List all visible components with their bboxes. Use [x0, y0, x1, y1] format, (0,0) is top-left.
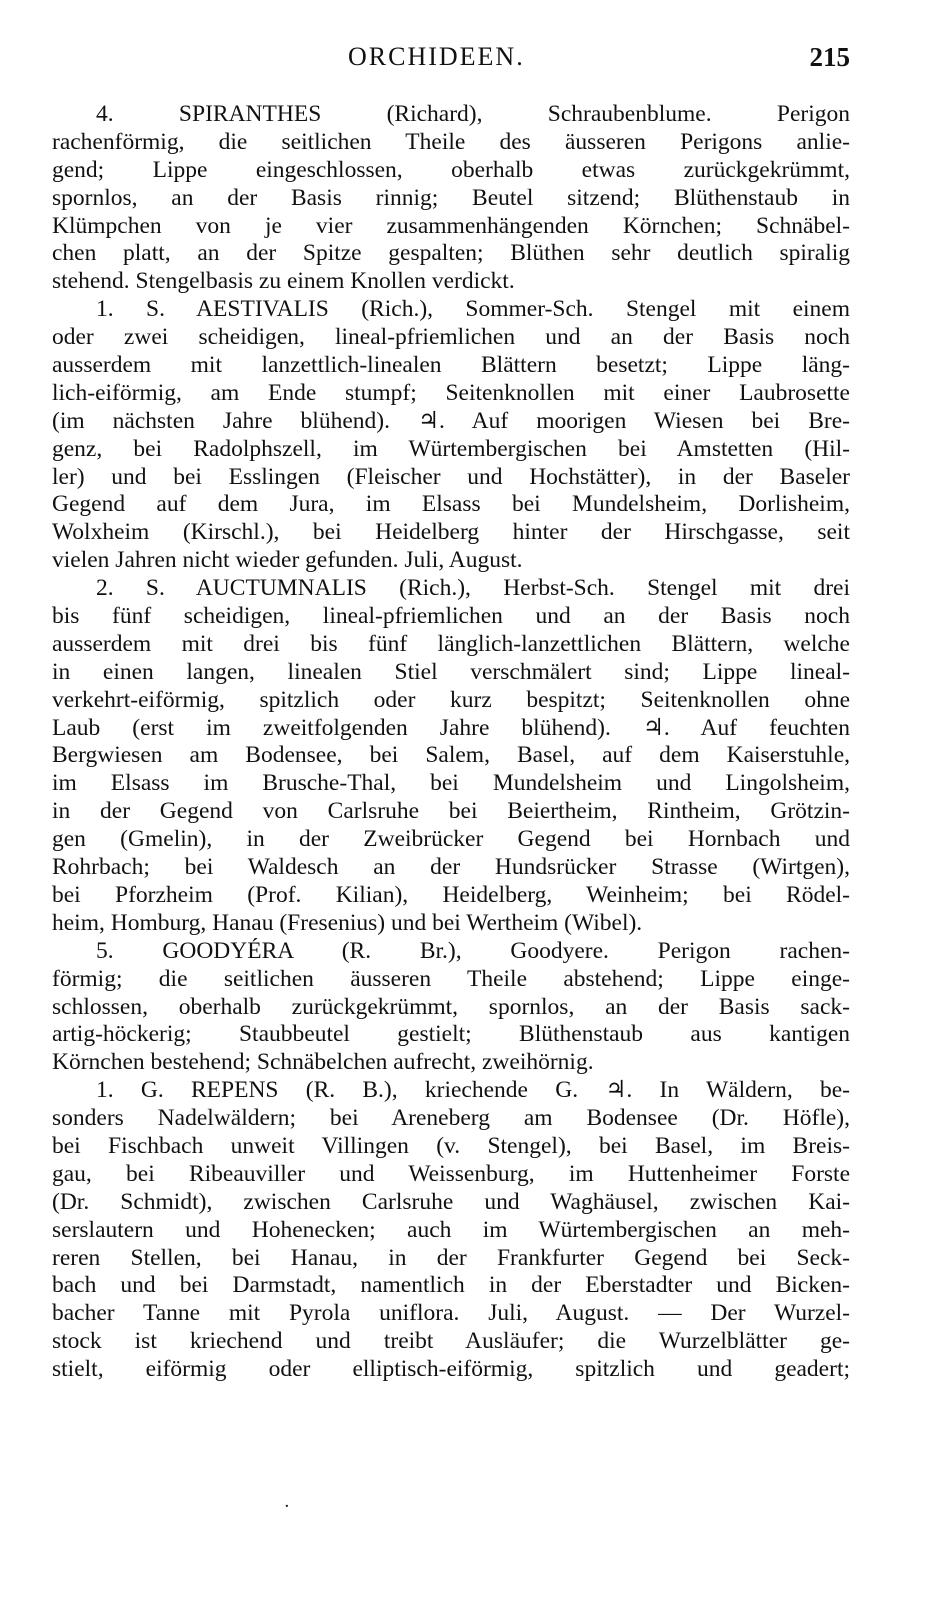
text-line: stock ist kriechend und treibt Ausläufer; die Wurzelblätter ge- — [52, 1328, 850, 1355]
text-line: bacher Tanne mit Pyrola uniflora. Juli, August. — Der Wurzel- — [52, 1300, 850, 1327]
text-line: in einen langen, linealen Stiel verschmälert sind; Lippe lineal- — [52, 658, 850, 685]
text-line: stehend. Stengelbasis zu einem Knollen verdickt. — [52, 268, 515, 295]
text-line: bis fünf scheidigen, lineal-pfriemlichen und an der Basis noch — [52, 603, 850, 630]
text-line: im Elsass im Brusche-Thal, bei Mundelsheim und Lingolsheim, — [52, 770, 850, 797]
text-line: 2. S. AUCTUMNALIS (Rich.), Herbst-Sch. Stengel mit drei — [96, 575, 850, 602]
text-line: artig-höckerig; Staubbeutel gestielt; Blüthenstaub aus kantigen — [52, 1021, 850, 1048]
text-line: Wolxheim (Kirschl.), bei Heidelberg hinter der Hirschgasse, seit — [52, 519, 850, 546]
text-line: heim, Homburg, Hanau (Fresenius) und bei Wertheim (Wibel). — [52, 909, 643, 936]
text-line: spornlos, an der Basis rinnig; Beutel sitzend; Blüthenstaub in — [52, 184, 850, 211]
text-line: bach und bei Darmstadt, namentlich in der Eberstadter und Bicken- — [52, 1272, 850, 1299]
text-line: reren Stellen, bei Hanau, in der Frankfurter Gegend bei Seck- — [52, 1244, 850, 1271]
text-line: 1. S. AESTIVALIS (Rich.), Sommer-Sch. Stengel mit einem — [96, 296, 850, 323]
text-line: gen (Gmelin), in der Zweibrücker Gegend bei Hornbach und — [52, 826, 850, 853]
text-line: 1. G. REPENS (R. B.), kriechende G. ♃. In Wäldern, be- — [96, 1077, 850, 1104]
text-line: in der Gegend von Carlsruhe bei Beiertheim, Rintheim, Grötzin- — [52, 798, 850, 825]
text-line: Körnchen bestehend; Schnäbelchen aufrecht, zweihörnig. — [52, 1049, 594, 1076]
text-line: oder zwei scheidigen, lineal-pfriemlichen und an der Basis noch — [52, 324, 850, 351]
text-line: stielt, eiförmig oder elliptisch-eiförmig, spitzlich und geadert; — [52, 1356, 850, 1383]
text-line: (Dr. Schmidt), zwischen Carlsruhe und Waghäusel, zwischen Kai- — [52, 1188, 850, 1215]
body-text — [52, 101, 850, 1384]
text-line: ausserdem mit drei bis fünf länglich-lanzettlichen Blättern, welche — [52, 630, 850, 657]
text-line: ler) und bei Esslingen (Fleischer und Hochstätter), in der Baseler — [52, 463, 850, 490]
text-line: 5. GOODYÉRA (R. Br.), Goodyere. Perigon rachen- — [96, 937, 850, 964]
text-line: serslautern und Hohenecken; auch im Würtembergischen an meh- — [52, 1216, 850, 1243]
text-line: Klümpchen von je vier zusammenhängenden Körnchen; Schnäbel- — [52, 212, 850, 239]
text-line: lich-eiförmig, am Ende stumpf; Seitenknollen mit einer Laubrosette — [52, 379, 850, 406]
text-line: genz, bei Radolphszell, im Würtembergischen bei Amstetten (Hil- — [52, 435, 850, 462]
text-line: Laub (erst im zweitfolgenden Jahre blühend). ♃. Auf feuchten — [52, 714, 850, 741]
page-number: 215 — [809, 42, 850, 72]
page-header — [52, 42, 850, 82]
text-line: ausserdem mit lanzettlich-linealen Blättern besetzt; Lippe läng- — [52, 352, 850, 379]
text-line: Gegend auf dem Jura, im Elsass bei Mundelsheim, Dorlisheim, — [52, 491, 850, 518]
text-line: Bergwiesen am Bodensee, bei Salem, Basel, auf dem Kaiserstuhle, — [52, 742, 850, 769]
text-line: chen platt, an der Spitze gespalten; Blüthen sehr deutlich spiralig — [52, 240, 850, 267]
text-line: bei Fischbach unweit Villingen (v. Stengel), bei Basel, im Breis- — [52, 1132, 850, 1159]
stray-ink-mark: · — [284, 1496, 290, 1517]
text-line: 4. SPIRANTHES (Richard), Schraubenblume. Perigon — [96, 101, 850, 127]
running-title: ORCHIDEEN. — [348, 42, 525, 71]
text-line: sonders Nadelwäldern; bei Areneberg am Bodensee (Dr. Höfle), — [52, 1105, 850, 1132]
text-line: schlossen, oberhalb zurückgekrümmt, spornlos, an der Basis sack- — [52, 993, 850, 1020]
text-line: verkehrt-eiförmig, spitzlich oder kurz bespitzt; Seitenknollen ohne — [52, 686, 850, 713]
text-line: (im nächsten Jahre blühend). ♃. Auf moorigen Wiesen bei Bre- — [52, 407, 850, 434]
text-line: Rohrbach; bei Waldesch an der Hundsrücker Strasse (Wirtgen), — [52, 854, 850, 881]
text-line: förmig; die seitlichen äusseren Theile abstehend; Lippe einge- — [52, 965, 850, 992]
text-line: vielen Jahren nicht wieder gefunden. Juli, August. — [52, 547, 523, 574]
text-line: rachenförmig, die seitlichen Theile des äusseren Perigons anlie- — [52, 128, 850, 155]
text-line: gau, bei Ribeauviller und Weissenburg, im Huttenheimer Forste — [52, 1160, 850, 1187]
text-line: gend; Lippe eingeschlossen, oberhalb etwas zurückgekrümmt, — [52, 156, 850, 183]
text-line: bei Pforzheim (Prof. Kilian), Heidelberg, Weinheim; bei Rödel- — [52, 881, 850, 908]
